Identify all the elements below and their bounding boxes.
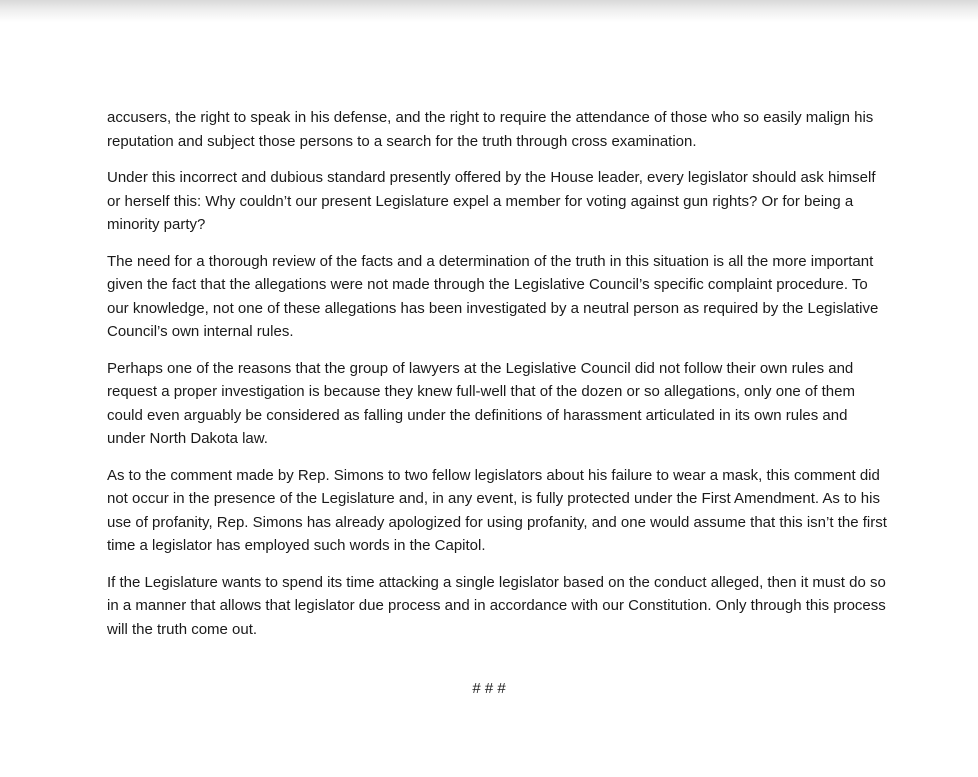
document-body (107, 106, 887, 654)
paragraph-5: As to the comment made by Rep. Simons to two fellow legislators about his failure to wear a mask, this comment did not occur in the presence of the Legislature and, in any event, is fully protected under the First Amendment. As to his use of profanity, Rep. Simons has already apologized for using profanity, and one would assume that this isn’t the first time a legislator has employed such words in the Capitol. (107, 466, 887, 554)
paragraph-6: If the Legislature wants to spend its time attacking a single legislator based on the conduct alleged, then it must do so in a manner that allows that legislator due process and in accordance with our Constitution. Only through this process will the truth come out. (107, 573, 886, 638)
paragraph-1: accusers, the right to speak in his defense, and the right to require the attendance of those who so easily malign his reputation and subject those persons to a search for the truth through cross examination. (107, 109, 874, 150)
paragraph-3: The need for a thorough review of the facts and a determination of the truth in this situation is all the more important given the fact that the allegations were not made through the Legislative Council’s specific complaint procedure. To our knowledge, not one of these allegations has been investigated by a neutral person as required by the Legislative Council’s own internal rules. (107, 252, 879, 340)
paragraph-4: Perhaps one of the reasons that the group of lawyers at the Legislative Council did not follow their own rules and request a proper investigation is because they knew full-well that of the dozen or so allegations, only one of them could even arguably be considered as falling under the definitions of harassment articulated in its own rules and under North Dakota law. (107, 359, 855, 447)
paragraph-2: Under this incorrect and dubious standard presently offered by the House leader, every legislator should ask himself or herself this: Why couldn’t our present Legislature expel a member for voting against gun rights? Or for being a minority party? (107, 169, 876, 233)
end-of-document-mark: # # # (472, 680, 506, 697)
page-top-shadow (0, 0, 978, 22)
